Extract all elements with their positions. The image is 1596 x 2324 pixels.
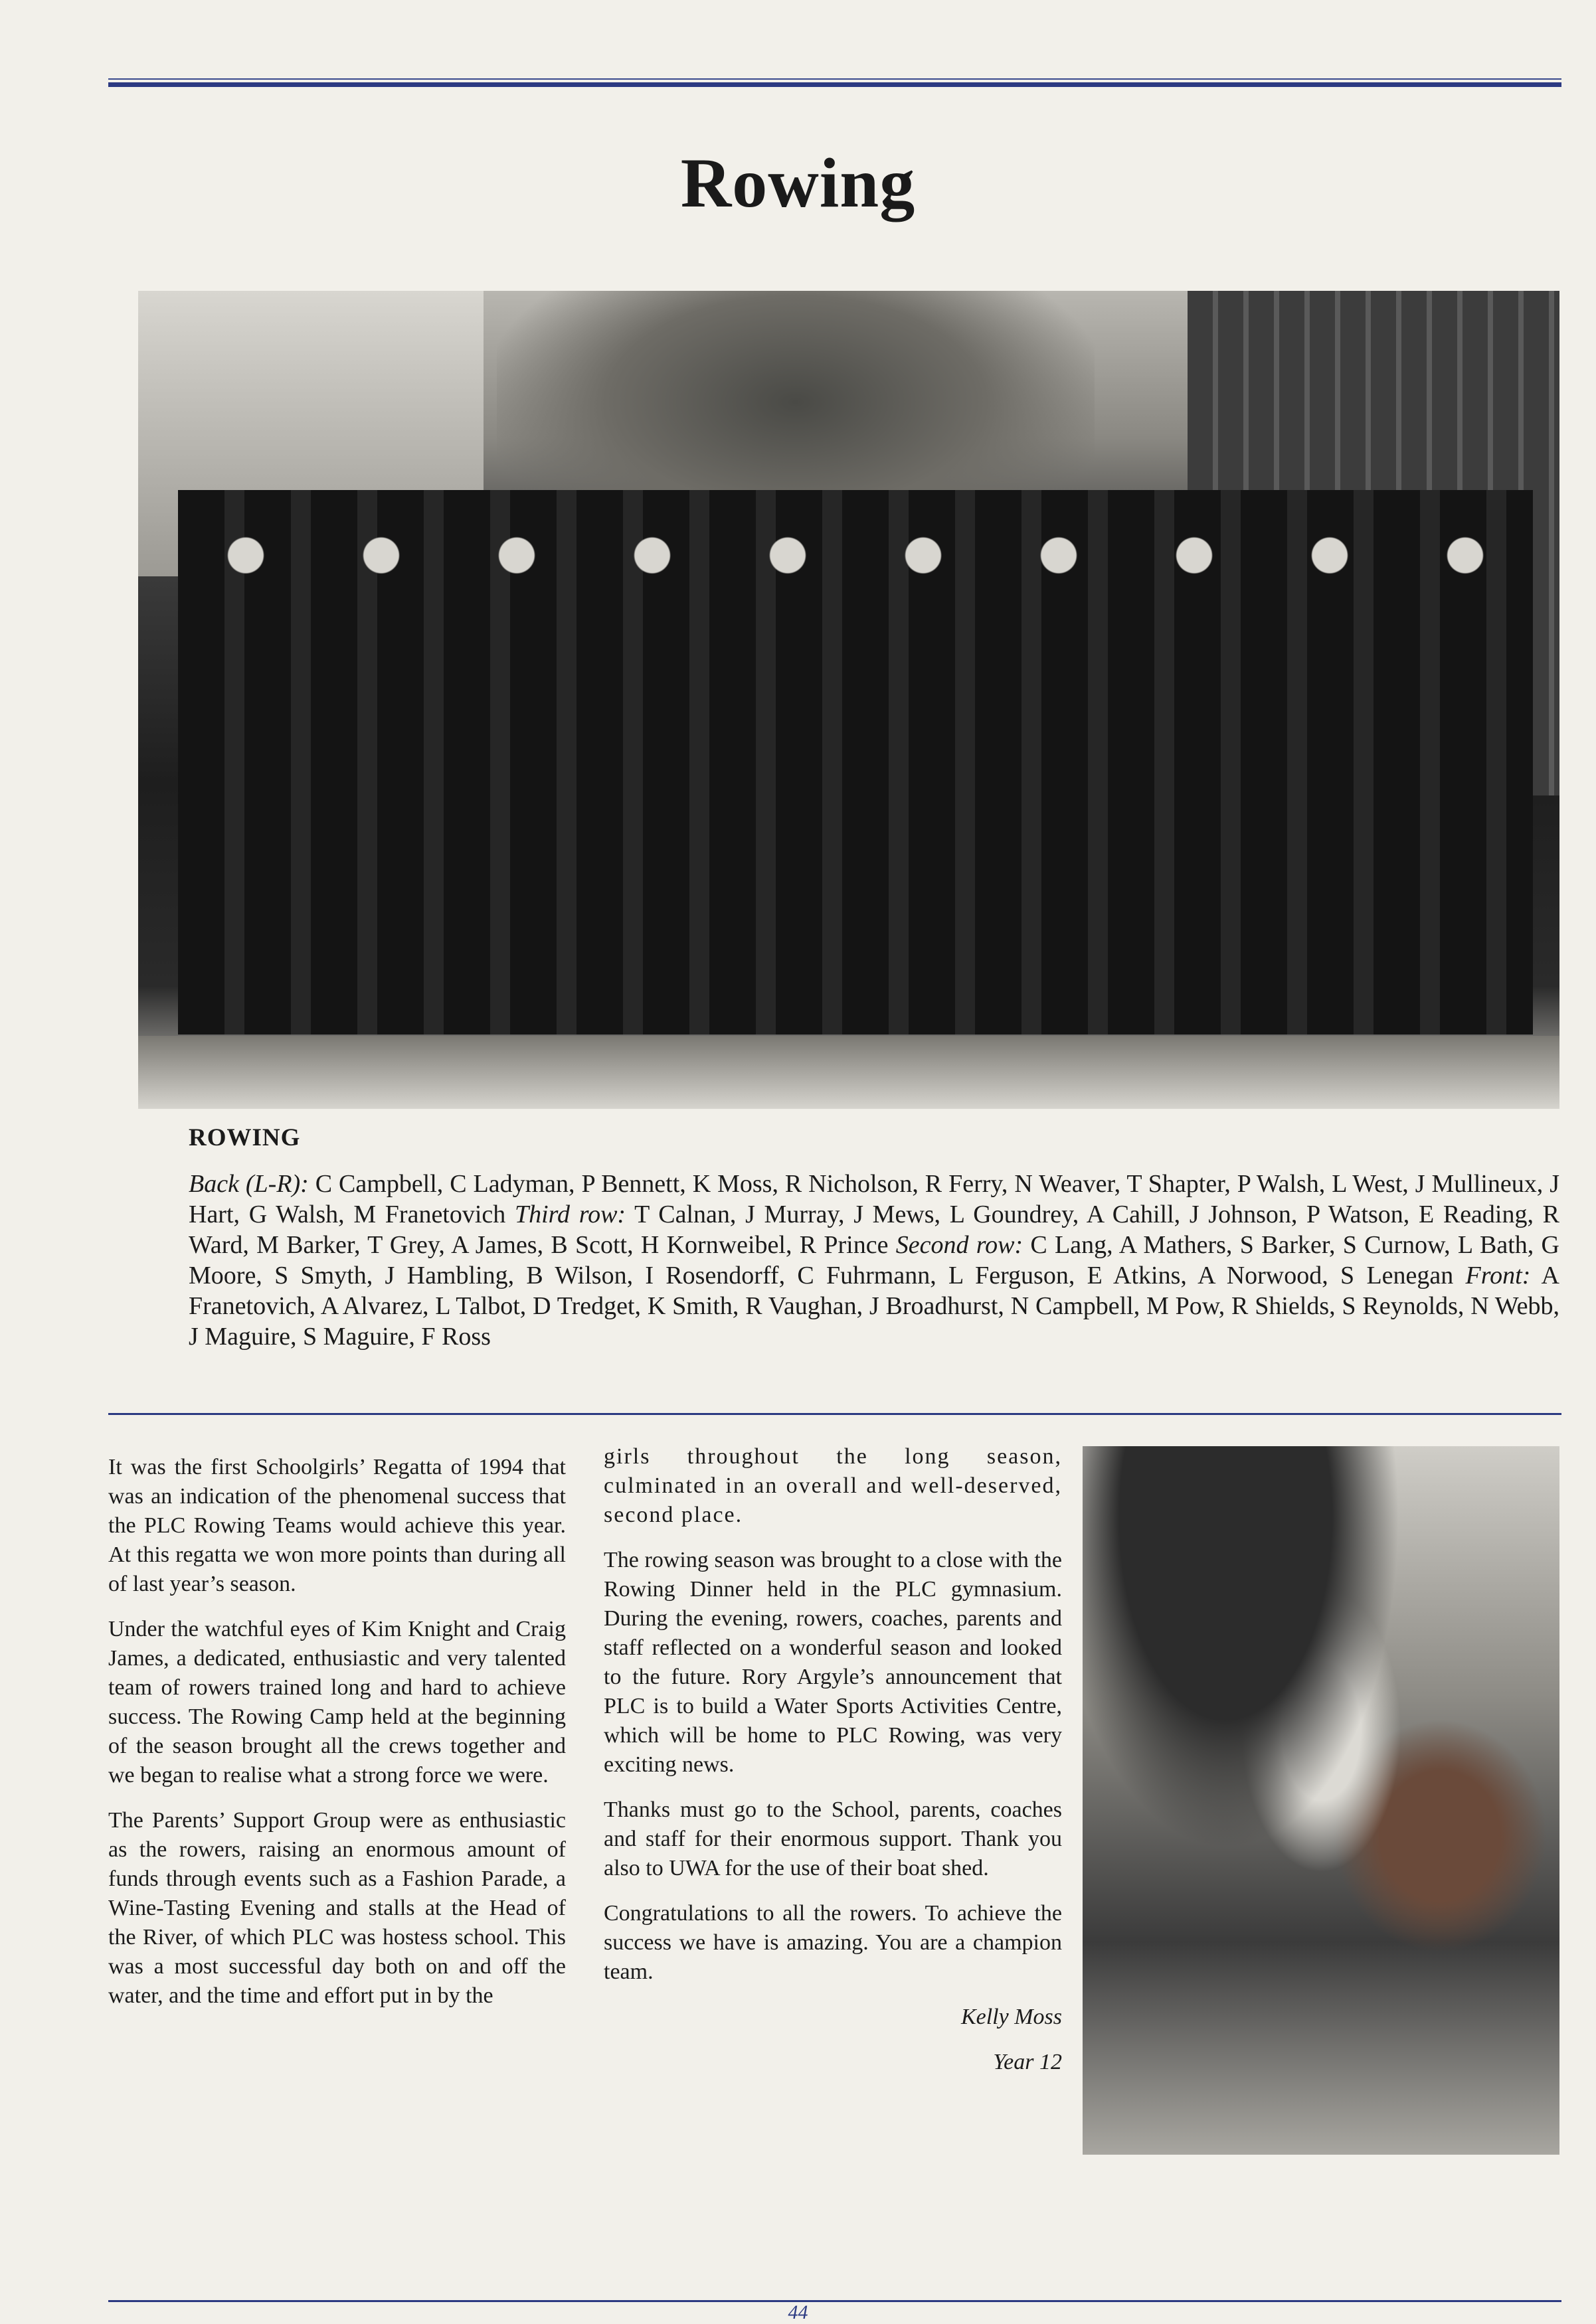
article-paragraph: The Parents’ Support Group were as enthusiastic as the rowers, raising an enormous amount of funds through events such as a Fashion Parade, a Wine-Tasting Evening and stalls at the Head of the River, of which PLC was hostess school. This was a most successful day both on and off the water, and the time and effort put in by the <box>108 1808 566 2008</box>
back-row-names: C Campbell, C Ladyman, P Bennett, K Moss, R Nicholson, R Ferry, N Weaver, T Shapter, P Walsh, L West, J Mullineux, J Hart, G Walsh, M Franetovich <box>189 1170 1559 1228</box>
top-rule <box>108 78 1561 87</box>
back-row-label: Back (L-R): <box>189 1170 309 1198</box>
page-number: 44 <box>788 2301 808 2323</box>
rowers-candid-photo <box>1083 1446 1559 2155</box>
front-row-label: Front: <box>1465 1262 1531 1289</box>
article-column-2 <box>604 1442 1062 2093</box>
page-title: Rowing <box>680 144 916 222</box>
author-name: Kelly Moss <box>960 2005 1062 2029</box>
photo-caption-heading: ROWING <box>189 1124 301 1151</box>
article-paragraph: The rowing season was brought to a close with the Rowing Dinner held in the PLC gymnasium. During the evening, rowers, coaches, parents and staff reflected on a wonderful season and looked to the future. Rory Argyle’s announcement that PLC is to build a Water Sports Activities Centre, which will be home to PLC Rowing, was very exciting news. <box>604 1548 1062 1777</box>
middle-rule <box>108 1413 1561 1415</box>
third-row-label: Third row: <box>514 1201 626 1228</box>
photo-ground <box>138 1036 1559 1109</box>
second-row-names: C Lang, A Mathers, S Barker, S Curnow, L Bath, G Moore, S Smyth, J Hambling, B Wilson, I Rosendorff, C Fuhrmann, L Ferguson, E Atkins, A Norwood, S Lenegan <box>189 1231 1559 1289</box>
article-paragraph: Thanks must go to the School, parents, coaches and staff for their enormous support. Thank you also to UWA for the use of their boat shed. <box>604 1797 1062 1880</box>
third-row-names: T Calnan, J Murray, J Mews, L Goundrey, A Cahill, J Johnson, P Watson, E Reading, R Ward, M Barker, T Grey, A James, B Scott, H Kornweibel, R Prince <box>189 1201 1559 1259</box>
article-paragraph: Under the watchful eyes of Kim Knight and Craig James, a dedicated, enthusiastic and very talented team of rowers trained long and hard to achieve success. The Rowing Camp held at the beginning of the season brought all the crews together and we began to realise what a strong force we were. <box>108 1617 566 1787</box>
team-photo <box>138 291 1559 1109</box>
second-row-label: Second row: <box>895 1231 1023 1259</box>
article-paragraph: It was the first Schoolgirls’ Regatta of 1994 that was an indication of the phenomenal success that the PLC Rowing Teams would achieve this year. At this regatta we won more points than during all of last year’s season. <box>108 1455 566 1596</box>
front-row-names: A Franetovich, A Alvarez, L Talbot, D Tredget, K Smith, R Vaughan, J Broadhurst, N Campbell, M Pow, R Shields, S Reynolds, N Webb, J Maguire, S Maguire, F Ross <box>189 1262 1559 1351</box>
photo-rowers-group <box>178 490 1533 1035</box>
article-column-1 <box>108 1453 566 2027</box>
article-paragraph: girls throughout the long season, culminated in an overall and well-deserved, second place. <box>604 1444 1062 1527</box>
photo-caption-names <box>189 1169 1559 1352</box>
author-year: Year 12 <box>993 2050 1062 2074</box>
article-paragraph: Congratulations to all the rowers. To achieve the success we have is amazing. You are a champion team. <box>604 1901 1062 1984</box>
